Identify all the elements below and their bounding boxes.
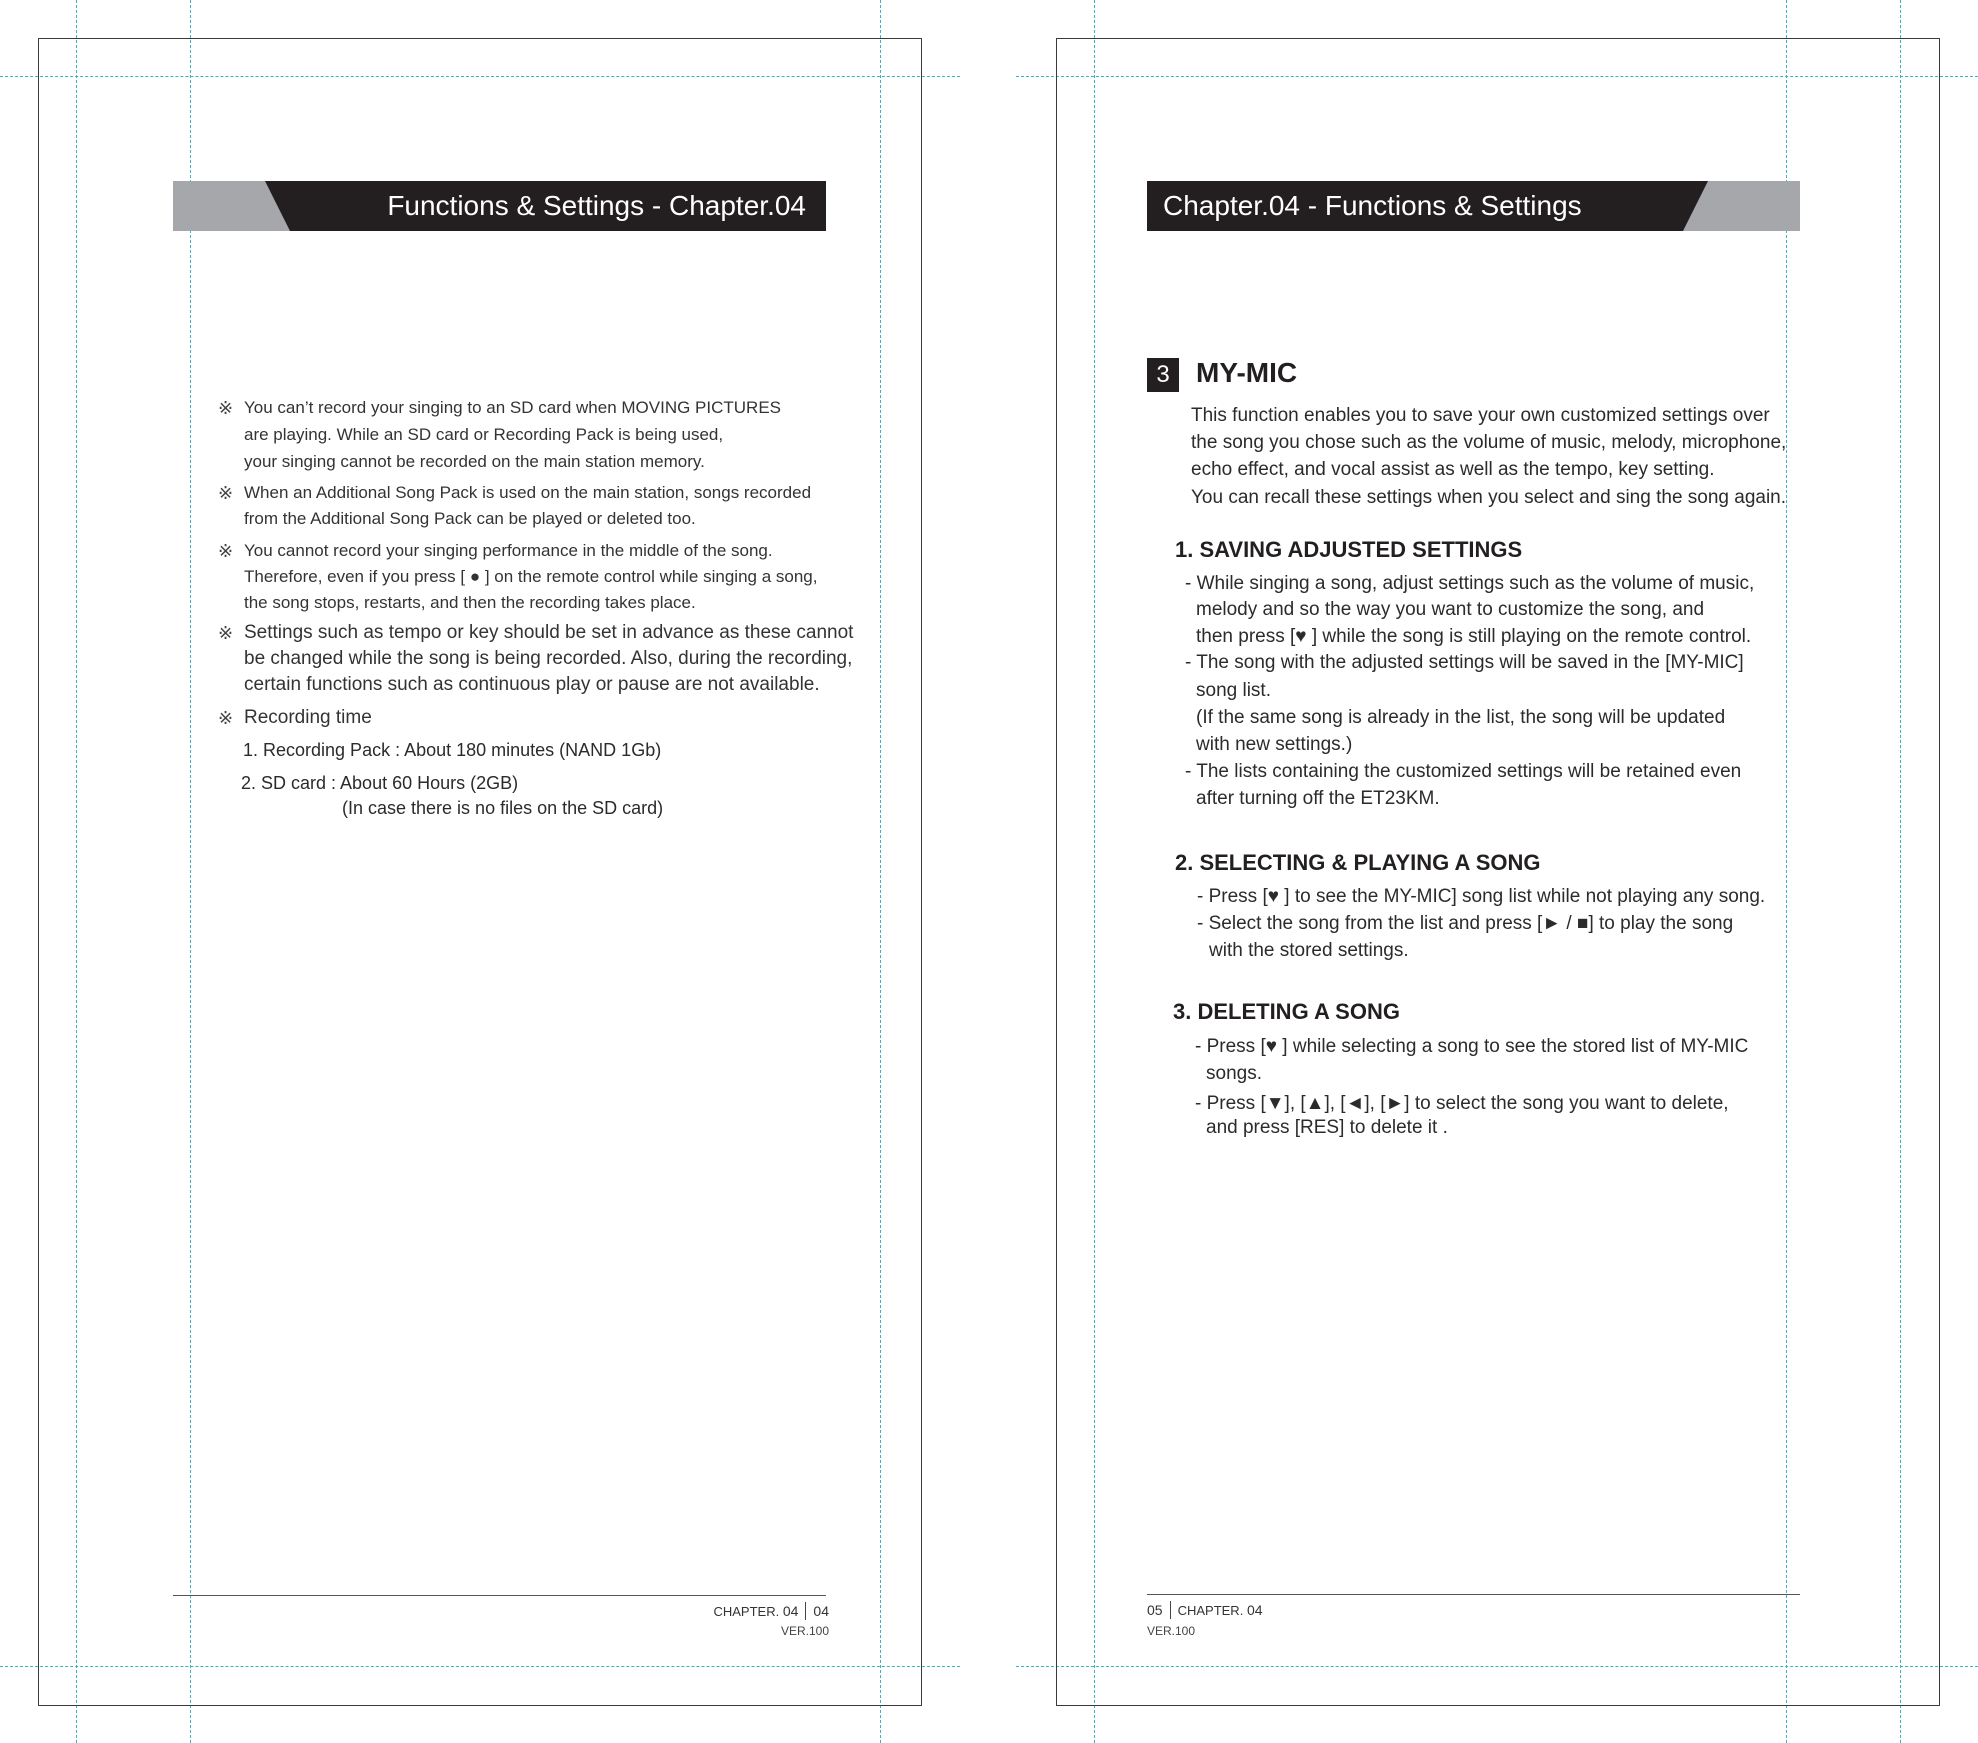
left-chapter-banner	[173, 181, 826, 231]
saving-line: with new settings.)	[1196, 734, 1353, 755]
selecting-line: with the stored settings.	[1209, 940, 1409, 961]
left-version: VER.100	[780, 1624, 829, 1638]
selecting-heading: 2. SELECTING & PLAYING A SONG	[1175, 850, 1541, 875]
reference-mark-icon: ※	[218, 623, 234, 643]
deleting-line: songs.	[1206, 1063, 1262, 1084]
intro-line: the song you chose such as the volume of music, melody, microphone,	[1191, 432, 1787, 453]
reference-mark-icon: ※	[218, 398, 234, 418]
right-footer-rule	[1147, 1594, 1800, 1595]
saving-line: melody and so the way you want to customize the song, and	[1196, 599, 1705, 620]
saving-line: - While singing a song, adjust settings such as the volume of music,	[1185, 573, 1755, 594]
reference-mark-icon: ※	[218, 541, 234, 561]
saving-heading: 1. SAVING ADJUSTED SETTINGS	[1175, 537, 1523, 562]
right-version: VER.100	[1147, 1624, 1196, 1638]
right-chapter-banner	[1147, 181, 1800, 231]
selecting-line: - Select the song from the list and press [► / ■] to play the song	[1197, 913, 1734, 934]
deleting-heading: 3. DELETING A SONG	[1173, 999, 1400, 1024]
section-number-badge: 3	[1147, 358, 1179, 392]
deleting-line: - Press [▼], [▲], [◄], [►] to select the song you want to delete,	[1195, 1093, 1729, 1114]
intro-line: echo effect, and vocal assist as well as the tempo, key setting.	[1191, 459, 1715, 480]
left-page-number: 04	[813, 1603, 829, 1619]
recording-time-item: 2. SD card : About 60 Hours (2GB)	[241, 773, 519, 793]
intro-line: You can recall these settings when you select and sing the song again.	[1191, 487, 1787, 508]
deleting-line: - Press [♥ ] while selecting a song to see the stored list of MY-MIC	[1195, 1036, 1749, 1057]
recording-time-item: (In case there is no files on the SD card)	[342, 798, 664, 818]
saving-line: then press [♥ ] while the song is still playing on the remote control.	[1196, 626, 1752, 647]
saving-line: (If the same song is already in the list, the song will be updated	[1196, 707, 1726, 728]
reference-mark-icon: ※	[218, 708, 234, 728]
saving-line: song list.	[1196, 680, 1271, 701]
selecting-line: - Press [♥ ] to see the MY-MIC] song list while not playing any song.	[1197, 886, 1766, 907]
saving-line: - The lists containing the customized settings will be retained even	[1185, 761, 1742, 782]
left-page-footer: CHAPTER. 04 04	[713, 1603, 829, 1619]
left-page-frame	[38, 38, 922, 1706]
left-banner-title: Functions & Settings - Chapter.04	[387, 190, 806, 221]
deleting-line: and press [RES] to delete it .	[1206, 1117, 1448, 1138]
saving-line: after turning off the ET23KM.	[1196, 788, 1440, 809]
intro-line: This function enables you to save your own customized settings over	[1191, 405, 1770, 426]
reference-mark-icon: ※	[218, 483, 234, 503]
right-page-footer: 05 CHAPTER. 04	[1147, 1602, 1263, 1618]
right-page-number: 05	[1147, 1602, 1163, 1618]
section-title: MY-MIC	[1196, 357, 1298, 388]
saving-line: - The song with the adjusted settings will be saved in the [MY-MIC]	[1185, 652, 1744, 673]
left-footer-rule	[173, 1595, 826, 1596]
recording-time-item: 1. Recording Pack : About 180 minutes (NAND 1Gb)	[243, 740, 662, 760]
right-banner-title: Chapter.04 - Functions & Settings	[1163, 190, 1582, 221]
